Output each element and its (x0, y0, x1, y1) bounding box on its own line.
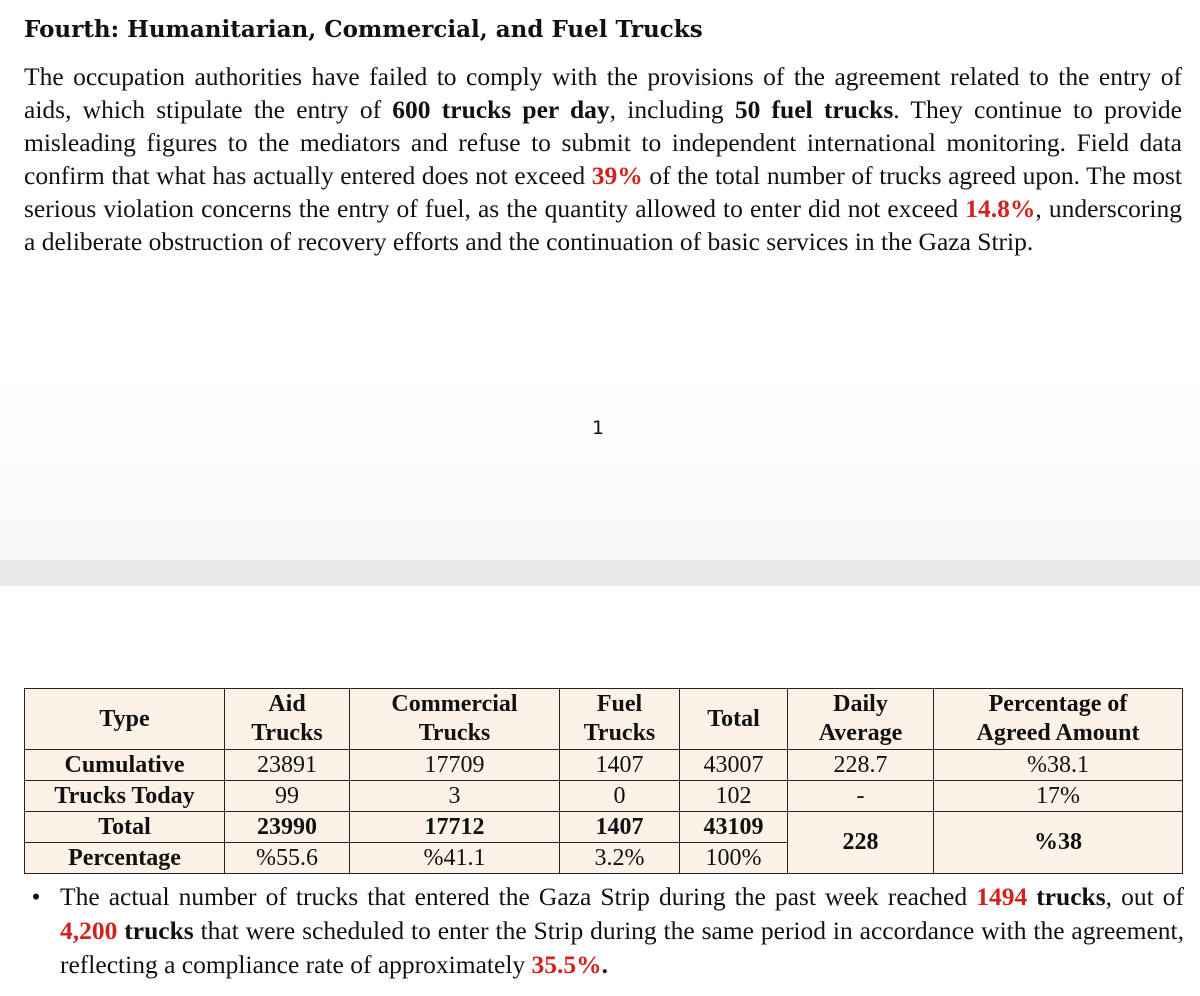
table-header-row (25, 689, 1183, 750)
cell-commercial: 17712 (350, 812, 560, 843)
compliance-rate-highlight: 35.5% (531, 950, 602, 979)
paragraph-text: , including (609, 95, 735, 124)
paragraph-text: of the total number of trucks agreed upon. The most serious violation concerns the entry of fuel, as the quantity allowed to enter did not exceed (24, 161, 1182, 223)
header-fuel-trucks: Fuel Trucks (560, 689, 680, 750)
cell-aid: 99 (225, 781, 350, 812)
row-label: Cumulative (25, 750, 225, 781)
header-aid-trucks: Aid Trucks (225, 689, 350, 750)
header-commercial-trucks: Commercial Trucks (350, 689, 560, 750)
page-number: 1 (592, 417, 605, 439)
cell-aid: %55.6 (225, 843, 350, 874)
cell-total: 100% (680, 843, 788, 874)
trucks-table (24, 688, 1183, 874)
bullet-text: The actual number of trucks that entered the Gaza Strip during the past week reached 1494 trucks, out of 4,200 trucks that were scheduled to enter the Strip during the same period in accordance with the agreement, reflecting a compliance rate of approximately 35.5%. (60, 882, 1185, 979)
table-row-today (25, 781, 1183, 812)
cell-daily-average: 228 (788, 812, 934, 874)
bullet-icon: • (31, 882, 41, 911)
row-label: Total (25, 812, 225, 843)
cell-daily-average: 228.7 (788, 750, 934, 781)
cell-commercial: 3 (350, 781, 560, 812)
cell-aid: 23990 (225, 812, 350, 843)
cell-commercial: %41.1 (350, 843, 560, 874)
cell-total: 102 (680, 781, 788, 812)
trucks-percent-highlight: 39% (591, 161, 643, 190)
cell-pct-agreed: %38.1 (934, 750, 1183, 781)
scheduled-trucks-highlight: 4,200 (60, 916, 118, 945)
page-break-gap (0, 560, 1200, 586)
header-total: Total (680, 689, 788, 750)
table-row-cumulative (25, 750, 1183, 781)
body-paragraph (24, 60, 1182, 258)
cell-pct-agreed: 17% (934, 781, 1183, 812)
cell-fuel: 1407 (560, 812, 680, 843)
header-type: Type (25, 689, 225, 750)
weekly-trucks-highlight: 1494 (976, 882, 1028, 911)
fuel-trucks-emphasis: 50 fuel trucks (734, 95, 894, 124)
paragraph-text: The occupation authorities have failed to comply with the provisions of the agreement related to the entry of aids, which stipulate the entry of (24, 62, 1182, 124)
section-heading: Fourth: Humanitarian, Commercial, and Fuel Trucks (24, 16, 703, 43)
cell-daily-average: - (788, 781, 934, 812)
header-daily-average: Daily Average (788, 689, 934, 750)
cell-fuel: 1407 (560, 750, 680, 781)
table-row-total (25, 812, 1183, 843)
paragraph-text: , underscoring a deliberate obstruction of recovery efforts and the continuation of basic services in the Gaza Strip. (24, 194, 1182, 256)
header-percentage-agreed: Percentage of Agreed Amount (934, 689, 1183, 750)
paragraph-text: . They continue to provide misleading figures to the mediators and refuse to submit to independent international monitoring. Field data confirm that what has actually entered does not exceed (24, 95, 1182, 190)
fuel-percent-highlight: 14.8% (965, 194, 1036, 223)
cell-fuel: 0 (560, 781, 680, 812)
cell-total: 43007 (680, 750, 788, 781)
cell-pct-agreed: %38 (934, 812, 1183, 874)
cell-total: 43109 (680, 812, 788, 843)
row-label: Trucks Today (25, 781, 225, 812)
cell-fuel: 3.2% (560, 843, 680, 874)
trucks-per-day-emphasis: 600 trucks per day (392, 95, 610, 124)
cell-commercial: 17709 (350, 750, 560, 781)
row-label: Percentage (25, 843, 225, 874)
cell-aid: 23891 (225, 750, 350, 781)
